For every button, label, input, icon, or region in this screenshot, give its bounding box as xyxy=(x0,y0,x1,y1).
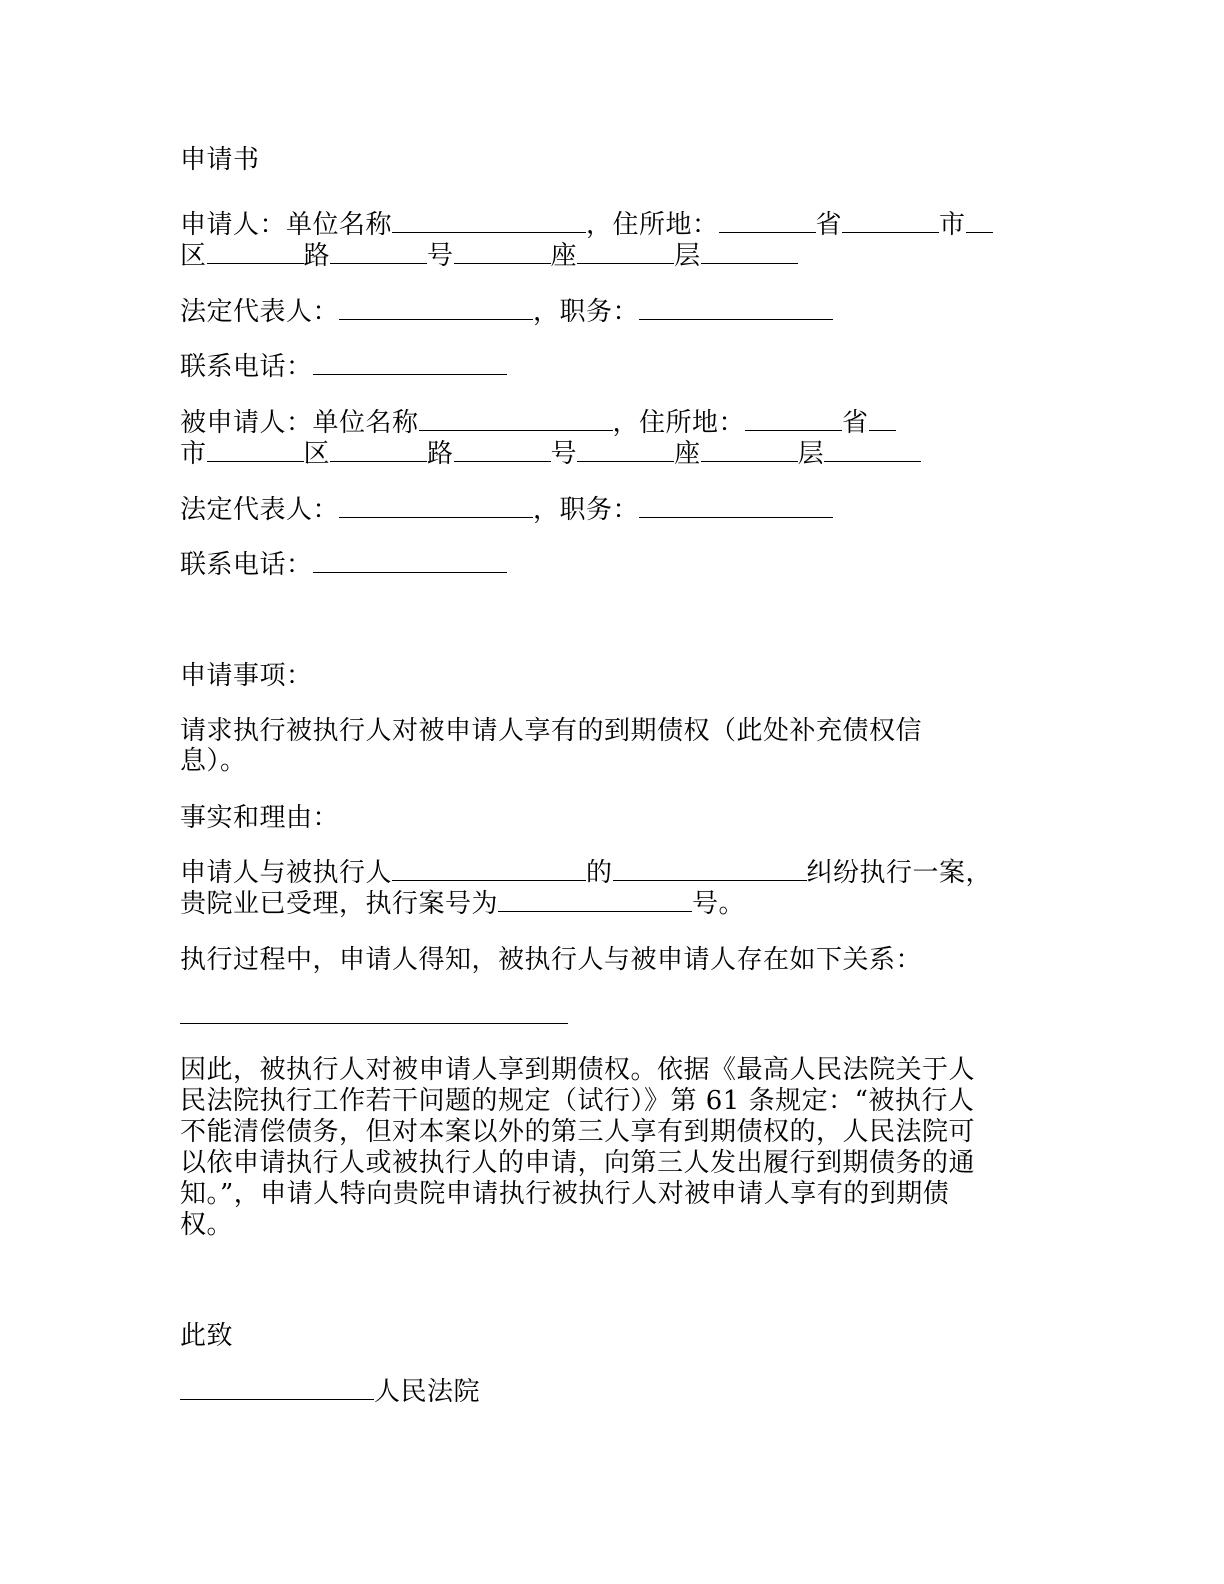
road-label: 路 xyxy=(303,241,331,271)
applicant-road-blank[interactable] xyxy=(207,241,304,264)
matters-heading: 申请事项： xyxy=(180,661,313,691)
city-label: 市 xyxy=(180,439,207,469)
district-label: 区 xyxy=(303,439,331,469)
facts-text: 贵院业已受理，执行案号为 xyxy=(180,889,499,919)
phone-label: 联系电话： xyxy=(180,550,313,580)
applicant-address-line-2 xyxy=(180,241,798,272)
respondent-name-blank[interactable] xyxy=(419,408,613,431)
respondent-road-blank[interactable] xyxy=(330,439,427,462)
facts-heading: 事实和理由： xyxy=(180,803,340,833)
respondent-position-blank[interactable] xyxy=(639,495,833,518)
facts-paragraph-line-1 xyxy=(180,858,992,889)
reason-line-2: 民法院执行工作若干问题的规定（试行）》第 61 条规定：“被执行人 xyxy=(180,1086,975,1116)
respondent-building-blank[interactable] xyxy=(577,439,674,462)
court-name-blank[interactable] xyxy=(180,1377,374,1400)
respondent-address-line-2 xyxy=(180,439,921,470)
applicant-building-blank[interactable] xyxy=(454,241,551,264)
facts-paragraph-2: 执行过程中，申请人得知，被执行人与被申请人存在如下关系： xyxy=(180,945,923,975)
reason-line-4: 以依申请执行人或被执行人的申请，向第三人发出履行到期债务的通 xyxy=(180,1148,976,1178)
applicant-number-blank[interactable] xyxy=(330,241,427,264)
reason-line-6: 权。 xyxy=(180,1210,234,1240)
province-label: 省 xyxy=(815,210,843,240)
respondent-representative-line xyxy=(180,495,833,526)
respondent-floor-blank[interactable] xyxy=(701,439,798,462)
matters-line-1: 请求执行被执行人对被申请人享有的到期债权（此处补充债权信 xyxy=(180,716,923,746)
applicant-address-label: ，住所地： xyxy=(586,210,719,240)
reason-line-5: 知。”，申请人特向贵院申请执行被执行人对被申请人享有的到期债 xyxy=(180,1179,950,1209)
reason-line-1: 因此，被执行人对被申请人享到期债权。依据《最高人民法院关于人 xyxy=(180,1055,976,1085)
floor-label: 层 xyxy=(797,439,825,469)
applicant-district-blank[interactable] xyxy=(966,210,993,233)
applicant-representative-line xyxy=(180,297,833,328)
number-label: 号 xyxy=(550,439,578,469)
relationship-blank[interactable] xyxy=(180,1001,568,1024)
respondent-name-label: 被申请人：单位名称 xyxy=(180,408,419,438)
building-label: 座 xyxy=(550,241,578,271)
relationship-line xyxy=(180,1001,568,1032)
applicant-name-label: 申请人：单位名称 xyxy=(180,210,393,240)
court-line xyxy=(180,1377,480,1408)
reason-line-3: 不能清偿债务，但对本案以外的第三人享有到期债权的，人民法院可 xyxy=(180,1117,976,1147)
document-title: 申请书 xyxy=(180,145,260,175)
position-label: ，职务： xyxy=(533,495,640,525)
position-label: ，职务： xyxy=(533,297,640,327)
phone-label: 联系电话： xyxy=(180,352,313,382)
respondent-number-blank[interactable] xyxy=(454,439,551,462)
facts-text: 号。 xyxy=(692,889,746,919)
case-number-blank[interactable] xyxy=(498,889,692,912)
applicant-address-line-1 xyxy=(180,210,993,241)
province-label: 省 xyxy=(842,408,869,438)
executee-blank[interactable] xyxy=(392,858,586,881)
facts-paragraph-line-2 xyxy=(180,889,745,920)
facts-text: 纠纷执行一案， xyxy=(806,858,993,888)
applicant-position-blank[interactable] xyxy=(639,297,833,320)
respondent-address-label: ，住所地： xyxy=(612,408,746,438)
applicant-phone-blank[interactable] xyxy=(313,352,507,375)
respondent-address-line-1 xyxy=(180,408,896,439)
road-label: 路 xyxy=(427,439,454,469)
court-suffix: 人民法院 xyxy=(374,1377,481,1407)
building-label: 座 xyxy=(674,439,701,469)
applicant-name-blank[interactable] xyxy=(392,210,586,233)
respondent-province-blank[interactable] xyxy=(745,408,842,431)
applicant-phone-line xyxy=(180,352,507,383)
district-label: 区 xyxy=(180,241,207,271)
dispute-type-blank[interactable] xyxy=(613,858,807,881)
closing-salutation: 此致 xyxy=(180,1321,234,1351)
number-label: 号 xyxy=(427,241,454,271)
respondent-representative-blank[interactable] xyxy=(339,495,533,518)
applicant-city-blank[interactable] xyxy=(842,210,939,233)
floor-label: 层 xyxy=(674,241,701,271)
applicant-representative-blank[interactable] xyxy=(339,297,533,320)
applicant-floor-blank[interactable] xyxy=(577,241,674,264)
respondent-phone-blank[interactable] xyxy=(313,550,507,573)
respondent-district-blank[interactable] xyxy=(207,439,304,462)
respondent-floor-tail-blank[interactable] xyxy=(824,439,921,462)
representative-label: 法定代表人： xyxy=(180,495,340,525)
matters-line-2: 息）。 xyxy=(180,746,247,776)
applicant-floor-tail-blank[interactable] xyxy=(701,241,798,264)
respondent-city-blank[interactable] xyxy=(869,408,896,431)
facts-text: 的 xyxy=(586,858,613,888)
facts-text: 申请人与被执行人 xyxy=(180,858,393,888)
representative-label: 法定代表人： xyxy=(180,297,340,327)
city-label: 市 xyxy=(939,210,966,240)
applicant-province-blank[interactable] xyxy=(719,210,816,233)
respondent-phone-line xyxy=(180,550,507,581)
